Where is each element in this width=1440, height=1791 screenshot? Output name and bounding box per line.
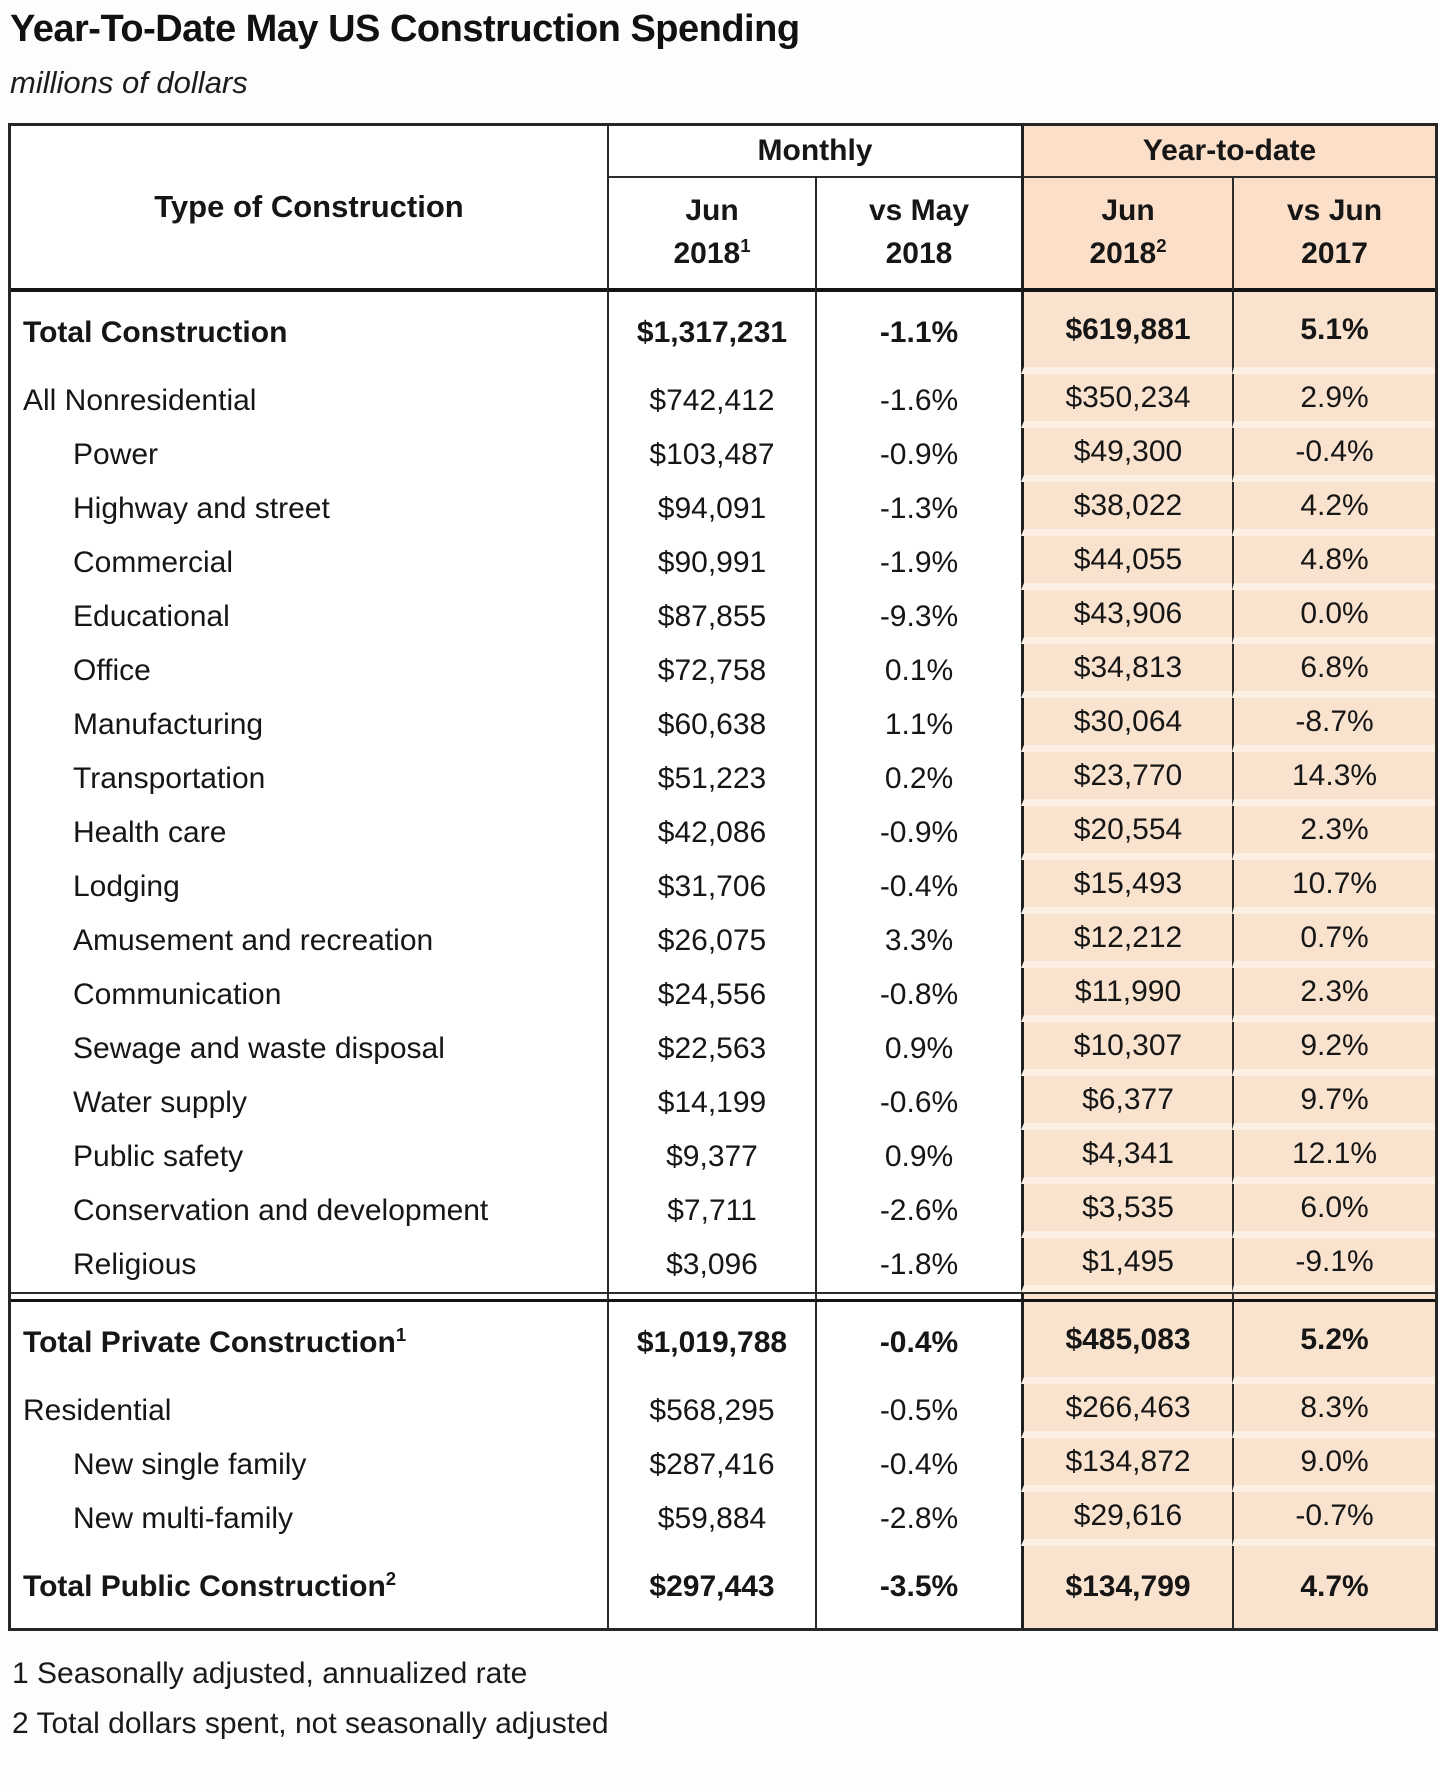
header-line: Jun xyxy=(685,194,739,228)
cell-ytd-value: $15,493 xyxy=(1021,860,1232,914)
cell-vs-may: 1.1% xyxy=(815,698,1021,752)
row-label: Water supply xyxy=(11,1076,607,1130)
cell-ytd-value: $6,377 xyxy=(1021,1076,1232,1130)
footnote-marker: 2 xyxy=(1156,235,1167,256)
col-group-monthly: Monthly xyxy=(607,126,1021,178)
table-row xyxy=(11,1184,1435,1238)
row-label: Highway and street xyxy=(11,482,607,536)
row-label: Total Construction xyxy=(11,292,607,374)
row-label: Lodging xyxy=(11,860,607,914)
cell-vs-may: -1.6% xyxy=(815,374,1021,428)
table-row xyxy=(11,1302,1435,1384)
table-row xyxy=(11,1546,1435,1628)
header-line: 2017 xyxy=(1301,237,1368,270)
header-line: 2018$^2$ xyxy=(1089,235,1167,270)
cell-ytd-value: $43,906 xyxy=(1021,590,1232,644)
cell-ytd-value: $49,300 xyxy=(1021,428,1232,482)
cell-monthly-value: $94,091 xyxy=(607,482,815,536)
table-row xyxy=(11,914,1435,968)
cell-vs-may: -0.8% xyxy=(815,968,1021,1022)
cell-vs-may: -0.5% xyxy=(815,1384,1021,1438)
cell-vs-may: -0.4% xyxy=(815,1438,1021,1492)
header-line: vs May xyxy=(868,194,970,228)
cell-ytd-value: $266,463 xyxy=(1021,1384,1232,1438)
cell-vs-may: -1.1% xyxy=(815,292,1021,374)
table-row xyxy=(11,374,1435,428)
table-row xyxy=(11,536,1435,590)
cell-vs-jun-2017: -8.7% xyxy=(1232,698,1435,752)
cell-vs-may: -2.6% xyxy=(815,1184,1021,1238)
cell-monthly-value: $1,317,231 xyxy=(607,292,815,374)
cell-ytd-value: $134,872 xyxy=(1021,1438,1232,1492)
section-divider xyxy=(11,1292,1435,1302)
row-label: New single family xyxy=(11,1438,607,1492)
cell-ytd-value: $34,813 xyxy=(1021,644,1232,698)
table-row xyxy=(11,590,1435,644)
cell-vs-jun-2017: -0.7% xyxy=(1232,1492,1435,1546)
cell-vs-jun-2017: 4.7% xyxy=(1232,1546,1435,1628)
row-label: Health care xyxy=(11,806,607,860)
cell-ytd-value: $619,881 xyxy=(1021,292,1232,374)
row-label: Public safety xyxy=(11,1130,607,1184)
cell-ytd-value: $485,083 xyxy=(1021,1302,1232,1384)
cell-vs-may: -0.9% xyxy=(815,806,1021,860)
header-line: Jun xyxy=(1101,194,1155,228)
row-label: Sewage and waste disposal xyxy=(11,1022,607,1076)
cell-vs-jun-2017: 12.1% xyxy=(1232,1130,1435,1184)
construction-spending-table xyxy=(8,123,1438,1631)
table-row xyxy=(11,644,1435,698)
cell-vs-may: -3.5% xyxy=(815,1546,1021,1628)
col-header-type: Type of Construction xyxy=(11,126,607,292)
cell-monthly-value: $103,487 xyxy=(607,428,815,482)
cell-vs-jun-2017: 2.3% xyxy=(1232,968,1435,1022)
row-label: Power xyxy=(11,428,607,482)
cell-vs-jun-2017: 0.0% xyxy=(1232,590,1435,644)
footnotes xyxy=(12,1657,1432,1741)
row-label: Residential xyxy=(11,1384,607,1438)
cell-vs-may: -0.9% xyxy=(815,428,1021,482)
header-group-row xyxy=(11,126,1435,178)
cell-vs-jun-2017: 2.9% xyxy=(1232,374,1435,428)
cell-ytd-value: $134,799 xyxy=(1021,1546,1232,1628)
cell-monthly-value: $26,075 xyxy=(607,914,815,968)
cell-vs-may: -0.4% xyxy=(815,1302,1021,1384)
table-row xyxy=(11,428,1435,482)
cell-vs-may: 0.2% xyxy=(815,752,1021,806)
cell-vs-jun-2017: 4.2% xyxy=(1232,482,1435,536)
cell-ytd-value: $10,307 xyxy=(1021,1022,1232,1076)
page-subtitle: millions of dollars xyxy=(10,65,248,100)
cell-monthly-value: $31,706 xyxy=(607,860,815,914)
row-label: Communication xyxy=(11,968,607,1022)
cell-monthly-value: $14,199 xyxy=(607,1076,815,1130)
cell-vs-jun-2017: 6.8% xyxy=(1232,644,1435,698)
row-label: All Nonresidential xyxy=(11,374,607,428)
col-header-jun-2018-monthly xyxy=(607,178,815,292)
cell-vs-jun-2017: -9.1% xyxy=(1232,1238,1435,1292)
table-row xyxy=(11,860,1435,914)
cell-ytd-value: $44,055 xyxy=(1021,536,1232,590)
cell-monthly-value: $568,295 xyxy=(607,1384,815,1438)
cell-vs-jun-2017: 9.7% xyxy=(1232,1076,1435,1130)
cell-ytd-value: $3,535 xyxy=(1021,1184,1232,1238)
cell-vs-may: -2.8% xyxy=(815,1492,1021,1546)
cell-vs-may: -0.6% xyxy=(815,1076,1021,1130)
table-row xyxy=(11,968,1435,1022)
cell-monthly-value: $60,638 xyxy=(607,698,815,752)
cell-monthly-value: $297,443 xyxy=(607,1546,815,1628)
cell-monthly-value: $24,556 xyxy=(607,968,815,1022)
cell-vs-may: 0.9% xyxy=(815,1130,1021,1184)
col-header-vs-may-2018 xyxy=(815,178,1021,292)
cell-vs-jun-2017: 4.8% xyxy=(1232,536,1435,590)
cell-ytd-value: $23,770 xyxy=(1021,752,1232,806)
cell-monthly-value: $22,563 xyxy=(607,1022,815,1076)
cell-vs-may: -1.9% xyxy=(815,536,1021,590)
cell-vs-may: -1.3% xyxy=(815,482,1021,536)
cell-vs-may: -9.3% xyxy=(815,590,1021,644)
table-row xyxy=(11,1492,1435,1546)
row-label: Total Private Construction$^1$ xyxy=(11,1302,607,1384)
cell-vs-jun-2017: 5.2% xyxy=(1232,1302,1435,1384)
cell-ytd-value: $1,495 xyxy=(1021,1238,1232,1292)
cell-monthly-value: $742,412 xyxy=(607,374,815,428)
cell-ytd-value: $20,554 xyxy=(1021,806,1232,860)
cell-vs-may: -1.8% xyxy=(815,1238,1021,1292)
cell-vs-jun-2017: 0.7% xyxy=(1232,914,1435,968)
row-label: Office xyxy=(11,644,607,698)
cell-monthly-value: $51,223 xyxy=(607,752,815,806)
cell-ytd-value: $11,990 xyxy=(1021,968,1232,1022)
cell-vs-jun-2017: 10.7% xyxy=(1232,860,1435,914)
header-line: 2018$^1$ xyxy=(673,235,751,270)
cell-vs-jun-2017: 2.3% xyxy=(1232,806,1435,860)
row-label: Total Public Construction$^2$ xyxy=(11,1546,607,1628)
cell-ytd-value: $4,341 xyxy=(1021,1130,1232,1184)
row-label: Transportation xyxy=(11,752,607,806)
cell-monthly-value: $42,086 xyxy=(607,806,815,860)
table-row xyxy=(11,1022,1435,1076)
table-row xyxy=(11,698,1435,752)
row-label: New multi-family xyxy=(11,1492,607,1546)
row-label: Amusement and recreation xyxy=(11,914,607,968)
cell-ytd-value: $30,064 xyxy=(1021,698,1232,752)
row-label: Commercial xyxy=(11,536,607,590)
row-label: Manufacturing xyxy=(11,698,607,752)
cell-monthly-value: $90,991 xyxy=(607,536,815,590)
cell-vs-jun-2017: 9.0% xyxy=(1232,1438,1435,1492)
table-row xyxy=(11,1384,1435,1438)
cell-monthly-value: $59,884 xyxy=(607,1492,815,1546)
cell-ytd-value: $12,212 xyxy=(1021,914,1232,968)
footnote-marker: 1 xyxy=(740,235,751,256)
table-row xyxy=(11,292,1435,374)
page-title: Year-To-Date May US Construction Spending xyxy=(10,8,800,50)
cell-vs-jun-2017: 6.0% xyxy=(1232,1184,1435,1238)
row-label: Religious xyxy=(11,1238,607,1292)
table-row xyxy=(11,482,1435,536)
cell-vs-may: 0.9% xyxy=(815,1022,1021,1076)
cell-vs-jun-2017: 14.3% xyxy=(1232,752,1435,806)
table-row xyxy=(11,1438,1435,1492)
table-row xyxy=(11,752,1435,806)
cell-ytd-value: $350,234 xyxy=(1021,374,1232,428)
col-header-jun-2018-ytd xyxy=(1021,178,1232,292)
cell-vs-may: -0.4% xyxy=(815,860,1021,914)
cell-monthly-value: $87,855 xyxy=(607,590,815,644)
table-row xyxy=(11,1238,1435,1292)
col-header-vs-jun-2017 xyxy=(1232,178,1435,292)
cell-ytd-value: $38,022 xyxy=(1021,482,1232,536)
cell-monthly-value: $287,416 xyxy=(607,1438,815,1492)
table-row xyxy=(11,1076,1435,1130)
cell-vs-may: 0.1% xyxy=(815,644,1021,698)
footnote-1: 1 Seasonally adjusted, annualized rate xyxy=(12,1657,528,1690)
table-row xyxy=(11,1130,1435,1184)
col-group-ytd: Year-to-date xyxy=(1021,126,1435,178)
header-line: 2018 xyxy=(885,237,953,270)
table-row xyxy=(11,806,1435,860)
footnote-marker: 1 xyxy=(395,1324,407,1345)
cell-vs-may: 3.3% xyxy=(815,914,1021,968)
cell-monthly-value: $1,019,788 xyxy=(607,1302,815,1384)
cell-monthly-value: $9,377 xyxy=(607,1130,815,1184)
cell-vs-jun-2017: -0.4% xyxy=(1232,428,1435,482)
cell-monthly-value: $72,758 xyxy=(607,644,815,698)
cell-monthly-value: $7,711 xyxy=(607,1184,815,1238)
cell-vs-jun-2017: 9.2% xyxy=(1232,1022,1435,1076)
cell-vs-jun-2017: 8.3% xyxy=(1232,1384,1435,1438)
cell-monthly-value: $3,096 xyxy=(607,1238,815,1292)
cell-ytd-value: $29,616 xyxy=(1021,1492,1232,1546)
footnote-2: 2 Total dollars spent, not seasonally adjusted xyxy=(12,1707,609,1740)
cell-vs-jun-2017: 5.1% xyxy=(1232,292,1435,374)
row-label: Conservation and development xyxy=(11,1184,607,1238)
row-label: Educational xyxy=(11,590,607,644)
footnote-marker: 2 xyxy=(385,1568,397,1589)
header-line: vs Jun xyxy=(1287,194,1383,228)
